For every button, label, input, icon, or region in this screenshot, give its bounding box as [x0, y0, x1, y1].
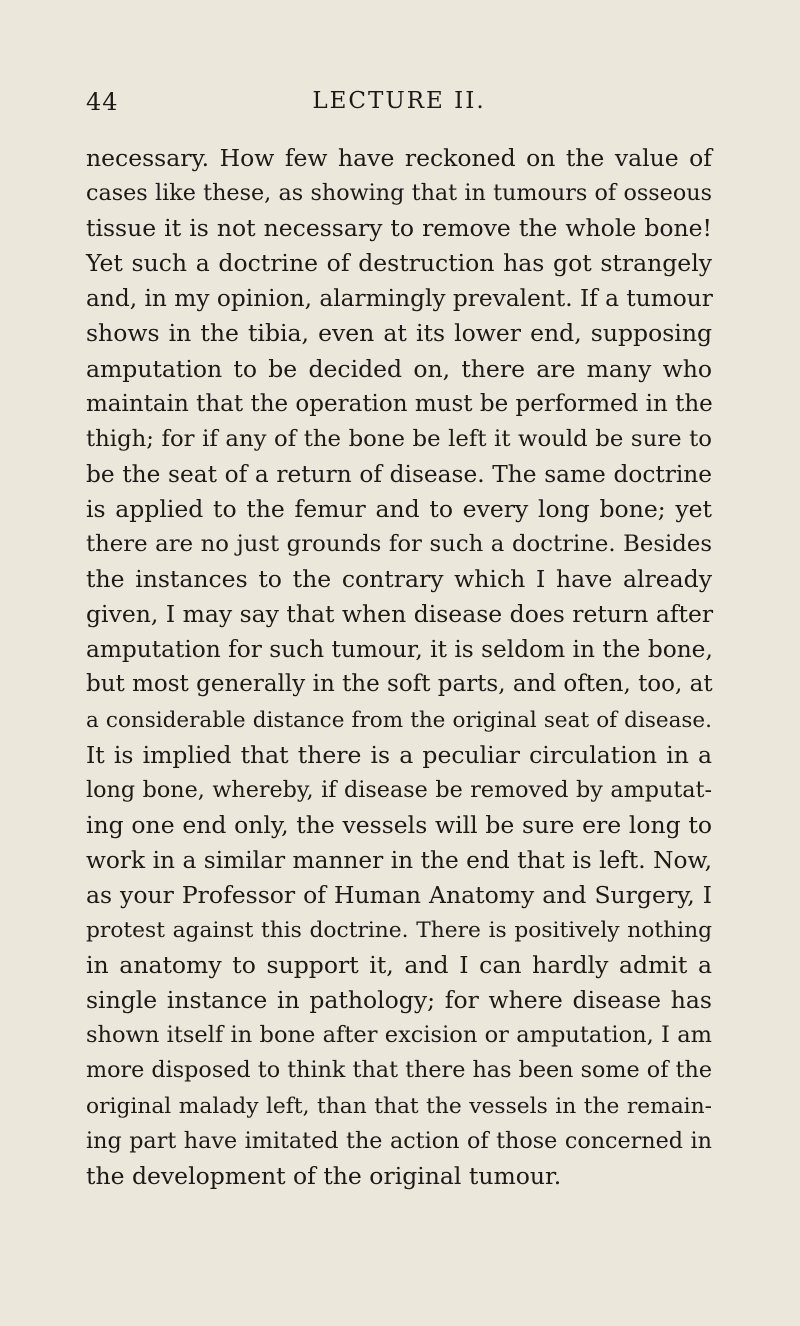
running-head: LECTURE II.	[312, 88, 486, 114]
text-line: be the seat of a return of disease. The same doctrine	[86, 460, 712, 488]
text-line: there are no just grounds for such a doctrine. Besides	[86, 531, 712, 558]
text-line: the development of the original tumour.	[86, 1161, 562, 1190]
text-line: long bone, whereby, if disease be removed by amputat-	[86, 776, 712, 803]
text-line: given, I may say that when disease does return after	[86, 600, 714, 629]
body-text	[86, 141, 712, 1194]
text-line: protest against this doctrine. There is positively nothing	[86, 918, 712, 944]
text-line: tissue it is not necessary to remove the whole bone!	[86, 214, 712, 243]
text-line: in anatomy to support it, and I can hardly admit a	[86, 951, 712, 980]
text-line: the instances to the contrary which I have already	[86, 565, 712, 594]
text-line: ing one end only, the vessels will be sure ere long to	[86, 810, 712, 839]
page-number: 44	[86, 88, 119, 116]
text-line: original malady left, than that the vessels in the remain-	[86, 1093, 712, 1119]
text-line: Yet such a doctrine of destruction has got strangely	[86, 249, 712, 278]
text-line: cases like these, as showing that in tumours of osseous	[86, 180, 712, 207]
text-line: more disposed to think that there has been some of the	[86, 1057, 712, 1084]
text-line: maintain that the operation must be performed in the	[86, 390, 713, 417]
text-line: It is implied that there is a peculiar circulation in a	[86, 740, 712, 769]
text-line: shown itself in bone after excision or amputation, I am	[86, 1022, 712, 1049]
text-line: a considerable distance from the original seat of disease.	[86, 707, 712, 733]
page-header	[86, 88, 712, 122]
text-line: but most generally in the soft parts, and often, too, at	[86, 671, 713, 698]
text-line: is applied to the femur and to every long bone; yet	[86, 494, 712, 523]
text-line: as your Professor of Human Anatomy and Surgery, I	[86, 880, 712, 909]
text-line: work in a similar manner in the end that is left. Now,	[86, 846, 712, 874]
text-line: shows in the tibia, even at its lower end, supposing	[86, 319, 712, 348]
text-line: thigh; for if any of the bone be left it would be sure to	[86, 425, 712, 452]
text-line: amputation for such tumour, it is seldom in the bone,	[86, 636, 713, 664]
text-line: amputation to be decided on, there are many who	[86, 354, 712, 383]
text-line: single instance in pathology; for where disease has	[86, 986, 712, 1015]
text-line: ing part have imitated the action of those concerned in	[86, 1127, 712, 1154]
text-line: and, in my opinion, alarmingly prevalent. If a tumour	[86, 285, 713, 313]
text-line: necessary. How few have reckoned on the value of	[86, 144, 712, 172]
